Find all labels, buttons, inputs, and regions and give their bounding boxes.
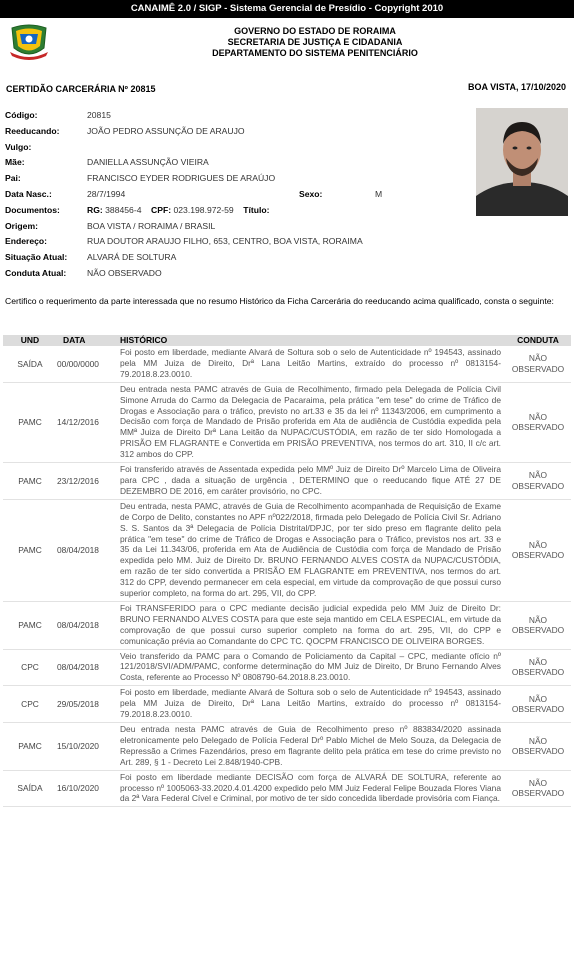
field-documentos [5,203,465,219]
field-label: Data Nasc.: [5,188,52,199]
field-vulgo [5,140,465,156]
cell-data: 16/10/2020 [57,783,99,794]
rg-value: 388456-4 [105,204,142,215]
gov-line-department: DEPARTAMENTO DO SISTEMA PENITENCIÁRIO [212,48,418,58]
inmate-photo [476,108,568,216]
certification-statement: Certifico o requerimento da parte interessada que no resumo Histórico da Ficha Carcerária do reeducando acima qualificado, consta o seguinte: [5,296,554,306]
cell-und: SAÍDA [17,783,43,794]
field-value: 20815 [87,110,111,120]
field-label: Origem: [5,220,38,231]
cpf-value: 023.198.972-59 [173,204,234,215]
field-value: BOA VISTA / RORAIMA / BRASIL [87,220,216,231]
cell-data: 15/10/2020 [57,741,99,752]
field-value: ALVARÁ DE SOLTURA [87,252,177,263]
field-value: DANIELLA ASSUNÇÃO VIEIRA [87,157,209,168]
field-label-sexo: Sexo: [299,188,323,199]
table-row [3,723,571,771]
field-codigo [5,108,465,124]
header-und: UND [20,335,40,345]
cell-und: SAÍDA [17,358,43,369]
cell-conduta: NÃO OBSERVADO [511,735,565,757]
cell-historico: Deu entrada, nesta PAMC, através de Guia de Recolhimento acompanhada de Requisição de Exame de Corpo de Delito, constantes no APF nº022/2018, firmada pelo Delegado de Polícia Civil Sr. Adriano S. S. Santos da 3ª Delegacia de Polícia Distrital/DPJC, por ter sido preso em flagrante delito pela prática "em tese" do crime de Tráfico de Drogas e Associação para o Tráfico, previstos nos art. 33 e 35 da Lei 11.343/06, proferida em Ata de Audiência de Custódia com força de Mandado de Prisão expedida pelo MM. Juiz de Direito Dr. BRUNO FERNANDO ALVES COSTA da NUPAC/CUSTÓDIA, em razão de ter sido convertida a PRISÃO EM FLAGRANTE em PREVENTIVA, nos termos do art. 312 do CPP, devendo permanecer em cela especial, em virtude da comprovação de que possui curso superior completo, na forma do art. 295, VII, do CPP. [120,500,501,599]
cell-data: 23/12/2016 [57,475,99,486]
field-situacao [5,250,465,266]
cpf-label: CPF: [151,204,172,215]
field-label: Endereço: [5,236,48,247]
certificate-title: CERTIDÃO CARCERÁRIA Nº 20815 [6,84,156,94]
field-label: Código: [5,110,38,120]
table-row [3,650,571,687]
state-coat-of-arms-logo [8,22,50,62]
header-data: DATA [63,335,86,345]
cell-und: PAMC [18,545,42,556]
cell-conduta: NÃO OBSERVADO [511,411,565,433]
header-historico: HISTÓRICO [120,335,168,345]
header-conduta: CONDUTA [517,335,559,346]
table-row [3,346,571,383]
system-title-bar: CANAIMÊ 2.0 / SIGP - Sistema Gerencial de Presídio - Copyright 2010 [0,0,574,18]
field-reeducando [5,124,465,140]
history-table [3,335,571,807]
field-mae [5,155,465,171]
cell-data: 08/04/2018 [57,662,99,673]
field-endereco [5,234,465,250]
field-value: FRANCISCO EYDER RODRIGUES DE ARAÚJO [87,173,276,184]
cell-und: PAMC [18,741,42,752]
table-row [3,771,571,808]
cell-und: CPC [21,662,39,673]
field-label: Documentos: [5,204,60,215]
field-label: Situação Atual: [5,252,68,263]
cell-data: 29/05/2018 [57,699,99,710]
rg-label: RG: [87,204,103,215]
titulo-label: Título: [243,204,270,215]
field-label: Vulgo: [5,141,32,152]
cell-historico: Foi posto em liberdade, mediante Alvará de Soltura sob o selo de Autenticidade nº 194543, assinado pela MM Juiza de Direito, Drª Lana Leitão Martins, extraído do processo nº 0813154-79.2018.8.23.0010. [120,687,501,720]
cell-und: PAMC [18,417,42,428]
cell-historico: Deu entrada nesta PAMC através de Guia de Recolhimento preso nº 883834/2020 assinada eletronicamente pelo Delegado de Polícia Federal Drº Pablo Michel de Melo Souza, da Delegacia de Repressão a Crimes Fazendários, preso em flagrante delito pela prática em tese do crime previsto no Art. 289, § 1 - Decreto Lei 2.848/1940-CPB. [120,724,501,767]
field-value: NÃO OBSERVADO [87,267,162,278]
cell-historico: Foi posto em liberdade mediante DECISÃO com força de ALVARÁ DE SOLTURA, referente ao processo nº 1005063-33.2020.4.01.4200 expedido pelo MM Juiz Federal Felipe Bouzada Flores Viana da 2ª Vara Federal Cível e Criminal, por motivo de ter sido concedida liberdade provisória com Fiança. [120,771,501,804]
field-value: RUA DOUTOR ARAUJO FILHO, 653, CENTRO, BOA VISTA, RORAIMA [87,236,363,247]
cell-historico: Foi TRANSFERIDO para o CPC mediante decisão judicial expedida pelo MM Juiz de Direito Dr: BRUNO FERNANDO ALVES COSTA para que este seja mantido em CELA ESPECIAL, em virtude da comprovação de que possui curso superior completo na forma do art. 295, VII, do CPP e comunicação prévia ao Comandante do CPC TC. QOCPM FRANCISCO DE OLIVEIRA BORGES. [120,602,501,646]
field-value: 28/7/1994 [87,188,126,199]
cell-historico: Foi posto em liberdade, mediante Alvará de Soltura sob o selo de Autenticidade nº 194543, assinado pela MM Juiza de Direito, Drª Lana Leitão Martins, extraído do processo nº 0813154-79.2018.8.23.0010. [120,347,501,379]
cell-historico: Deu entrada nesta PAMC através de Guia de Recolhimento, firmado pela Delegada de Polícia Civil Simone Arruda do Carmo da Delegacia de Pacaraima, pela prática "em tese" do crime de Tráfico de Drogas e Associação para o tráfico, previsto no art.33 e 35 da lei nº 11343/2006, em cumprimento a Decisão com força de Mandado de Prisão proferida em Ata de audiência de Custódia expedida pela MMª Juiza de Direito Drª Lana Leitão da NUPAC/CUSTÓDIA, em razão de ter sido Homologada a PRISÃO EM FLAGRANTE e Convertida em PRISÃO PREVENTIVA, nos termos do art. 310, II c/c art. 312 ambos do CPP. [120,383,501,460]
cell-conduta: NÃO OBSERVADO [511,539,565,561]
cell-data: 14/12/2016 [57,417,99,428]
cell-historico: Foi transferido através de Assentada expedida pelo MMº Juiz de Direito Drº Marcelo Lima de Oliveira para CPC , dada a situação de urgência , DETERMINO que o reeducando fique ATÉ 27 DE DEZEMBRO DE 2016, em caráter provisório, no CPC. [120,464,501,496]
government-header [60,26,570,59]
cell-data: 08/04/2018 [57,620,99,631]
table-row [3,463,571,500]
cell-conduta: NÃO OBSERVADO [511,777,565,799]
cell-conduta: NÃO OBSERVADO [511,656,565,678]
table-row [3,383,571,463]
field-data-nasc [5,187,465,203]
table-row [3,602,571,650]
inmate-details [5,108,465,282]
cell-data: 00/00/0000 [57,358,99,369]
field-label: Conduta Atual: [5,267,67,278]
field-pai [5,171,465,187]
cell-conduta: NÃO OBSERVADO [511,353,565,374]
cell-und: CPC [21,699,39,710]
table-header [3,335,571,346]
certificate-place-date: BOA VISTA, 17/10/2020 [467,82,566,92]
cell-conduta: NÃO OBSERVADO [511,693,565,715]
table-row [3,500,571,602]
field-value: JOÃO PEDRO ASSUNÇÃO DE ARAUJO [87,125,245,136]
cell-data: 08/04/2018 [57,545,99,556]
cell-und: PAMC [18,475,42,486]
field-label: Pai: [5,173,21,184]
field-value-sexo: M [375,188,383,199]
cell-conduta: NÃO OBSERVADO [511,614,565,636]
field-conduta [5,266,465,282]
cell-und: PAMC [18,620,42,631]
field-label: Mãe: [5,157,25,168]
field-origem [5,219,465,235]
gov-line-secretariat: SECRETARIA DE JUSTIÇA E CIDADANIA [227,37,403,47]
table-row [3,686,571,723]
field-documents-values [87,203,270,219]
cell-historico: Veio transferido da PAMC para o Comando de Policiamento da Capital – CPC, mediante ofício nº 121/2018/SVI/ADM/PAMC, conforme determinação do MM Juiz de Direito, Dr Bruno Fernando Alves Costa, referente ao Processo Nº 0808790-64.2018.8.23.0010. [120,650,501,683]
gov-line-state: GOVERNO DO ESTADO DE RORAIMA [234,26,396,36]
field-label: Reeducando: [5,125,60,136]
cell-conduta: NÃO OBSERVADO [511,470,565,491]
